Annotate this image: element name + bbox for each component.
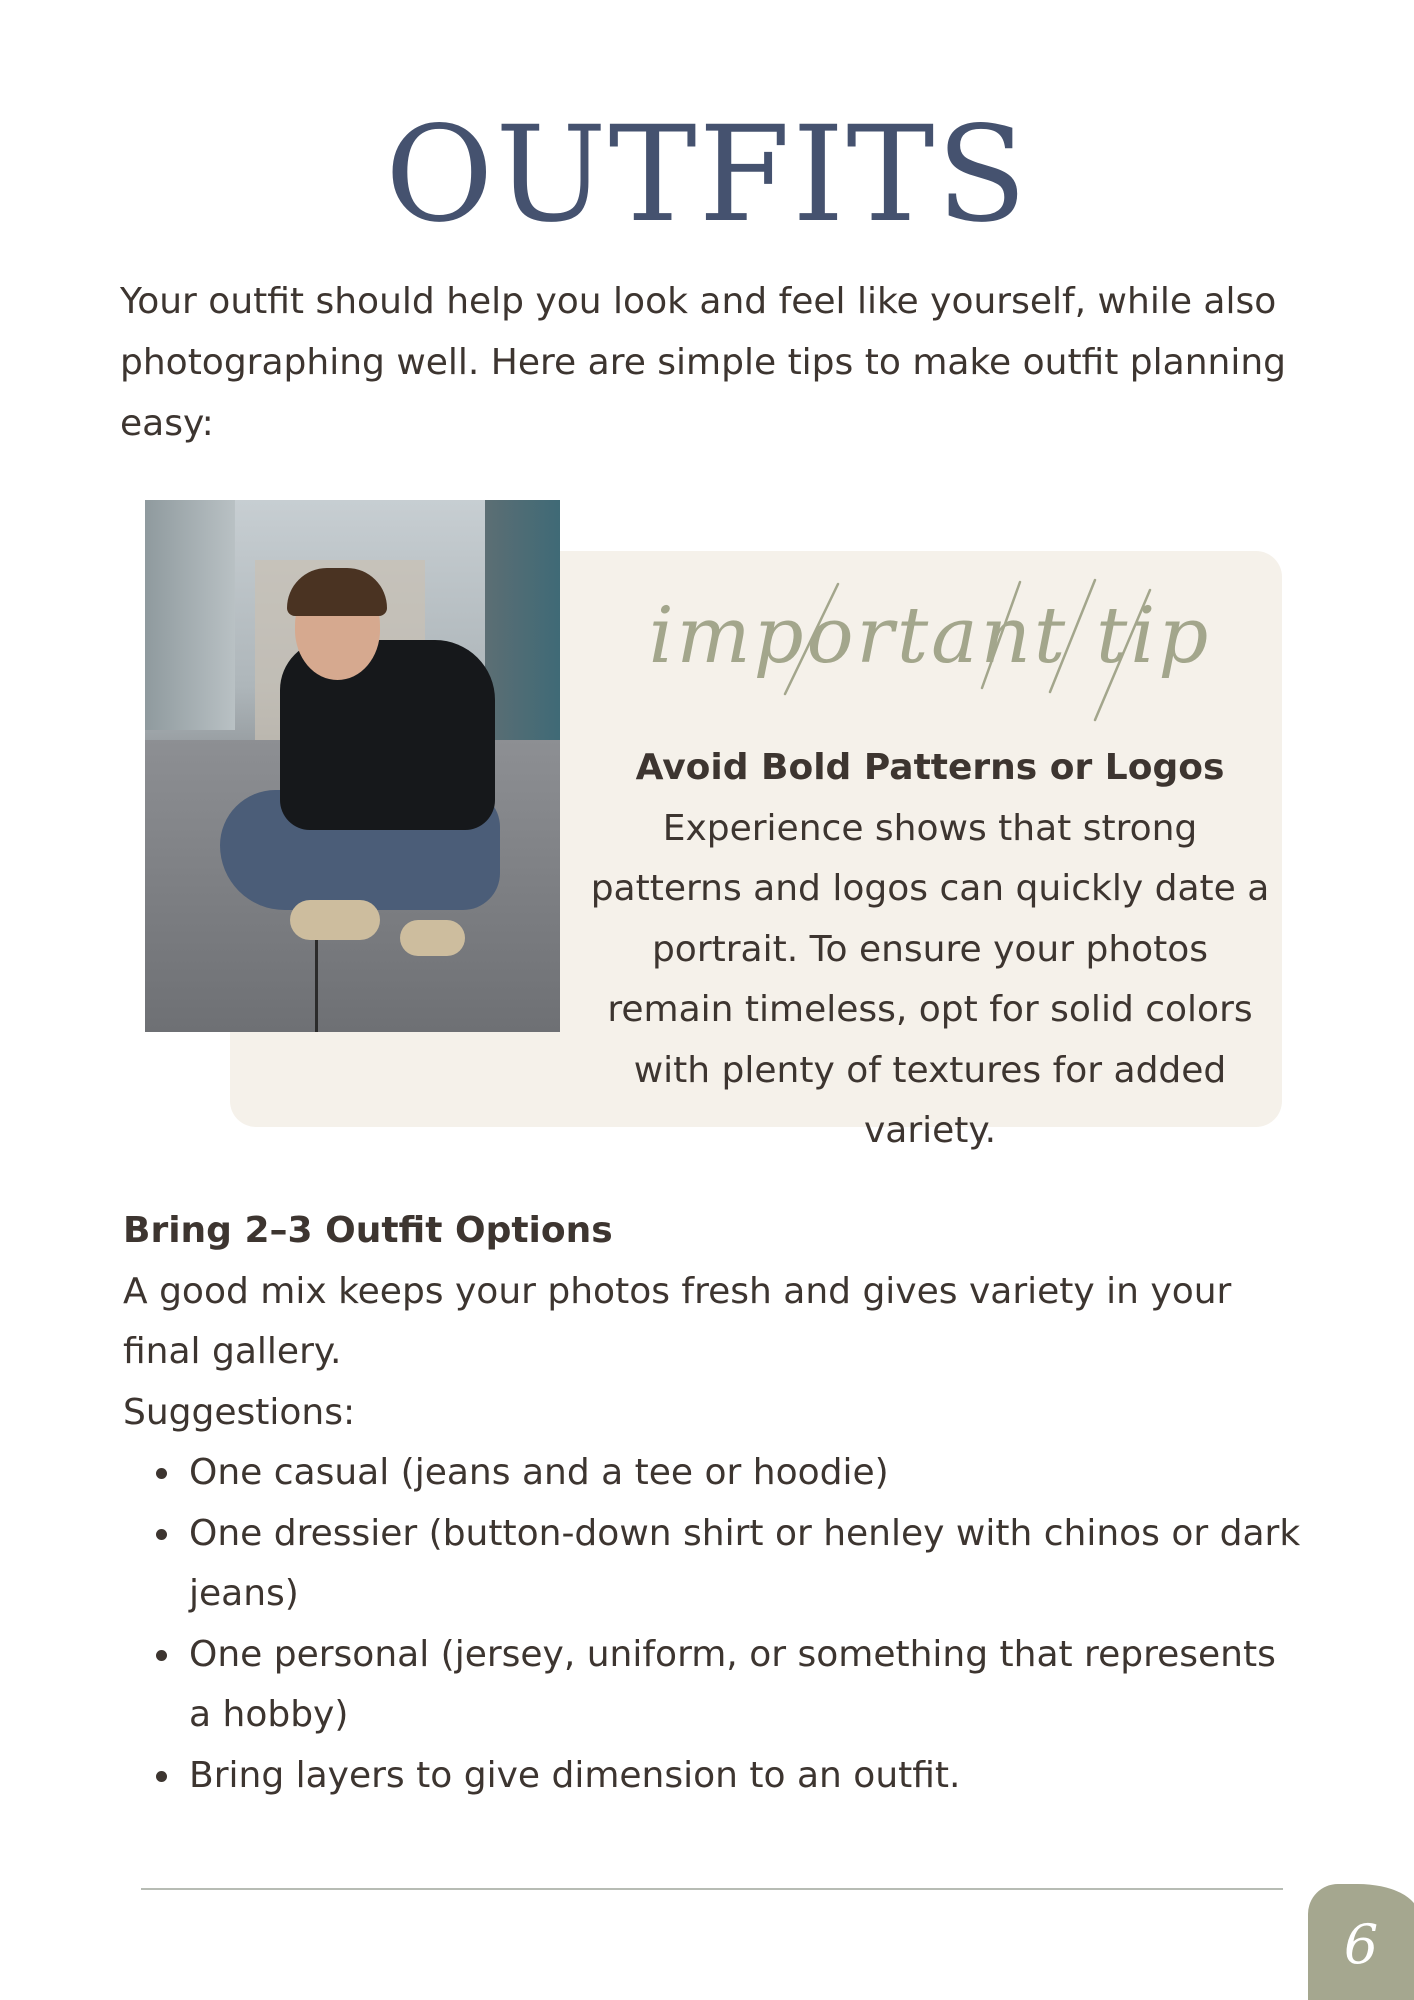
list-item-text: Bring layers to give dimension to an outfit. [189, 1754, 961, 1796]
outfit-options-heading: Bring 2–3 Outfit Options [123, 1210, 613, 1251]
outfit-options-description: A good mix keeps your photos fresh and gives variety in your final gallery. [123, 1270, 1232, 1372]
list-item [189, 1443, 1303, 1504]
photo-building-right [485, 500, 560, 740]
bullet-icon [156, 1468, 167, 1479]
list-item [189, 1625, 1303, 1746]
tip-heading: Avoid Bold Patterns or Logos [635, 747, 1225, 788]
photo-shoe-right [400, 920, 465, 956]
bullet-icon [156, 1650, 167, 1661]
footer-divider [141, 1888, 1283, 1890]
outfit-options-section [123, 1201, 1303, 1806]
page-number: 6 [1343, 1913, 1379, 1976]
photo-shoe-left [290, 900, 380, 940]
suggestions-label: Suggestions: [123, 1391, 356, 1433]
suggestions-list [123, 1443, 1303, 1806]
list-item-text: One casual (jeans and a tee or hoodie) [189, 1452, 889, 1493]
list-item [189, 1746, 1303, 1807]
bullet-icon [156, 1771, 167, 1782]
list-item-text: One personal (jersey, uniform, or something that represents a hobby) [189, 1633, 1276, 1735]
important-tip-script [590, 570, 1270, 730]
list-item-text: One dressier (button-down shirt or henley with chinos or dark jeans) [189, 1512, 1301, 1614]
intro-paragraph: Your outfit should help you look and feel like yourself, while also photographing well. Here are simple tips to make outfit planning easy: [120, 281, 1287, 444]
bullet-icon [156, 1529, 167, 1540]
tip-text [585, 738, 1275, 1162]
tip-script-label: important tip [648, 591, 1212, 681]
senior-portrait-photo [145, 500, 560, 1032]
page-title: OUTFITS [385, 98, 1029, 252]
tip-body: Experience shows that strong patterns and logos can quickly date a portrait. To ensure your photos remain timeless, opt for solid colors with plenty of textures for added variety. [590, 807, 1270, 1151]
photo-building-left [145, 500, 235, 730]
list-item [189, 1504, 1303, 1625]
